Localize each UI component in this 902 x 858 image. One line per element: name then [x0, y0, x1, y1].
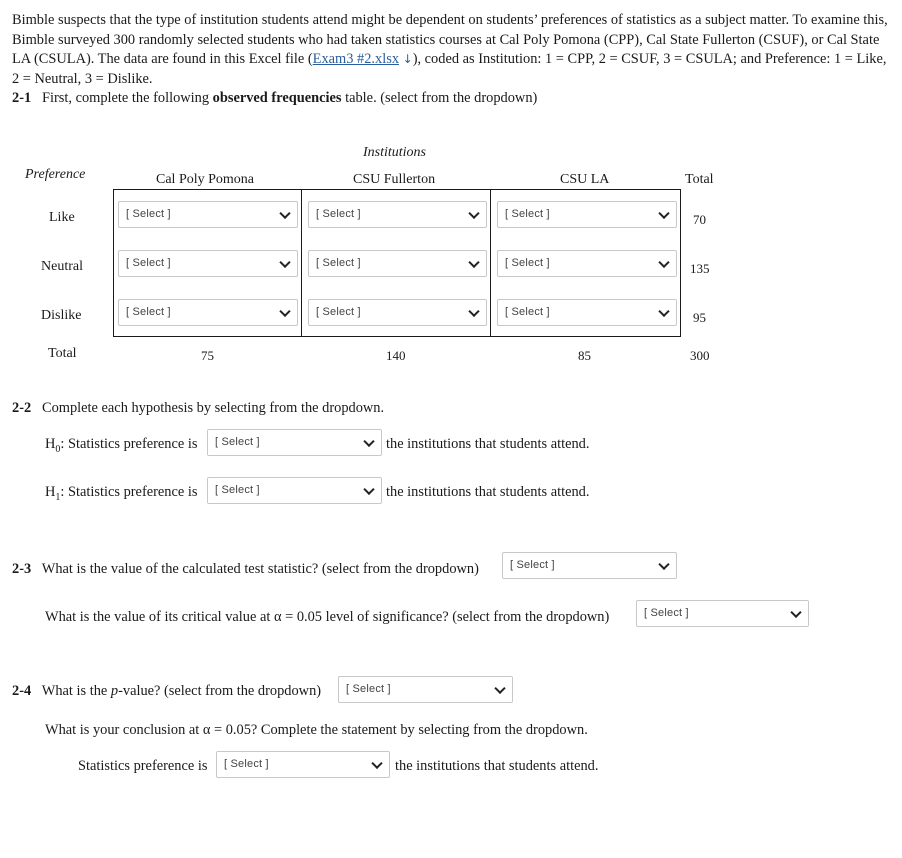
- grid-divider: [301, 189, 302, 337]
- chevron-down-icon: [658, 207, 669, 218]
- row-label-like: Like: [49, 210, 75, 225]
- excel-file-link[interactable]: Exam3 #2.xlsx: [312, 51, 400, 68]
- select-dislike-csula[interactable]: [ Select ]: [497, 299, 677, 326]
- select-dislike-csuf[interactable]: [ Select ]: [308, 299, 487, 326]
- col-header-csula: CSU LA: [560, 172, 610, 187]
- chevron-down-icon: [279, 207, 290, 218]
- question-number: 2-2: [12, 400, 32, 416]
- conclusion-question: What is your conclusion at α = 0.05? Complete the statement by selecting from the dropdown.: [45, 722, 588, 738]
- grand-total: 300: [690, 348, 710, 363]
- select-like-csula[interactable]: [ Select ]: [497, 201, 677, 228]
- select-conclusion[interactable]: [ Select ]: [216, 751, 390, 778]
- chevron-down-icon: [363, 483, 374, 494]
- col-total-csula: 85: [578, 348, 591, 363]
- critical-value-question: What is the value of its critical value at α = 0.05 level of significance? (select from the dropdown): [45, 609, 610, 625]
- conclusion-suffix: the institutions that students attend.: [395, 758, 599, 774]
- download-icon[interactable]: ↓: [402, 52, 413, 67]
- select-critical-value[interactable]: [ Select ]: [636, 600, 809, 627]
- total-row-label: Total: [48, 346, 77, 361]
- select-dislike-cpp[interactable]: [ Select ]: [118, 299, 298, 326]
- chevron-down-icon: [468, 207, 479, 218]
- chevron-down-icon: [494, 682, 505, 693]
- row-total-neutral: 135: [690, 261, 710, 276]
- h1-statement: $H_1$: Statistics preference is: [45, 484, 198, 503]
- h0-suffix: the institutions that students attend.: [386, 436, 590, 452]
- question-number: 2-4: [12, 683, 32, 699]
- chevron-down-icon: [658, 558, 669, 569]
- chevron-down-icon: [468, 305, 479, 316]
- select-neutral-cpp[interactable]: [ Select ]: [118, 250, 298, 277]
- chevron-down-icon: [790, 606, 801, 617]
- problem-intro: Bimble suspects that the type of institution students attend might be dependent on students’ preferences of statistics as a subject matter. To examine this, Bimble surveyed 300 randomly selected students who had taken statistics courses at Cal Poly Pomona (CPP), Cal State Fullerton (CSUF), or Cal State LA (CSULA). The data are found in this Excel file (Exam3 #2.xlsx ↓), coded as Institution: 1 = CPP, 2 = CSUF, 3 = CSULA; and Preference: 1 = Like, 2 = Neutral, 3 = Dislike.: [12, 12, 888, 87]
- chevron-down-icon: [279, 305, 290, 316]
- select-h0[interactable]: [ Select ]: [207, 429, 382, 456]
- chevron-down-icon: [658, 305, 669, 316]
- select-neutral-csula[interactable]: [ Select ]: [497, 250, 677, 277]
- question-2-2: 2-2 Complete each hypothesis by selecting from the dropdown.: [12, 400, 385, 416]
- chevron-down-icon: [279, 256, 290, 267]
- col-total-cpp: 75: [201, 348, 214, 363]
- row-label-dislike: Dislike: [41, 308, 82, 323]
- select-neutral-csuf[interactable]: [ Select ]: [308, 250, 487, 277]
- col-header-csuf: CSU Fullerton: [353, 172, 436, 187]
- row-total-dislike: 95: [693, 310, 706, 325]
- chevron-down-icon: [658, 256, 669, 267]
- row-label-neutral: Neutral: [41, 259, 83, 274]
- chevron-down-icon: [371, 757, 382, 768]
- select-h1[interactable]: [ Select ]: [207, 477, 382, 504]
- conclusion-prefix: Statistics preference is: [78, 758, 208, 774]
- select-p-value[interactable]: [ Select ]: [338, 676, 513, 703]
- row-total-like: 70: [693, 212, 706, 227]
- chevron-down-icon: [363, 435, 374, 446]
- question-number: 2-3: [12, 561, 32, 577]
- col-header-cpp: Cal Poly Pomona: [156, 172, 255, 187]
- col-header-total: Total: [685, 172, 714, 187]
- question-number: 2-1: [12, 90, 32, 106]
- select-test-statistic[interactable]: [ Select ]: [502, 552, 677, 579]
- grid-divider: [490, 189, 491, 337]
- question-2-3: 2-3 What is the value of the calculated test statistic? (select from the dropdown): [12, 561, 479, 577]
- preference-header: Preference: [25, 167, 86, 182]
- question-2-4: 2-4 What is the p-value? (select from the dropdown): [12, 683, 322, 699]
- chevron-down-icon: [468, 256, 479, 267]
- select-like-cpp[interactable]: [ Select ]: [118, 201, 298, 228]
- question-2-1: 2-1 First, complete the following observed frequencies table. (select from the dropdown): [12, 90, 538, 106]
- col-total-csuf: 140: [386, 348, 406, 363]
- h0-statement: $H_0$: Statistics preference is: [45, 436, 198, 455]
- institutions-header: Institutions: [363, 145, 427, 160]
- h1-suffix: the institutions that students attend.: [386, 484, 590, 500]
- select-like-csuf[interactable]: [ Select ]: [308, 201, 487, 228]
